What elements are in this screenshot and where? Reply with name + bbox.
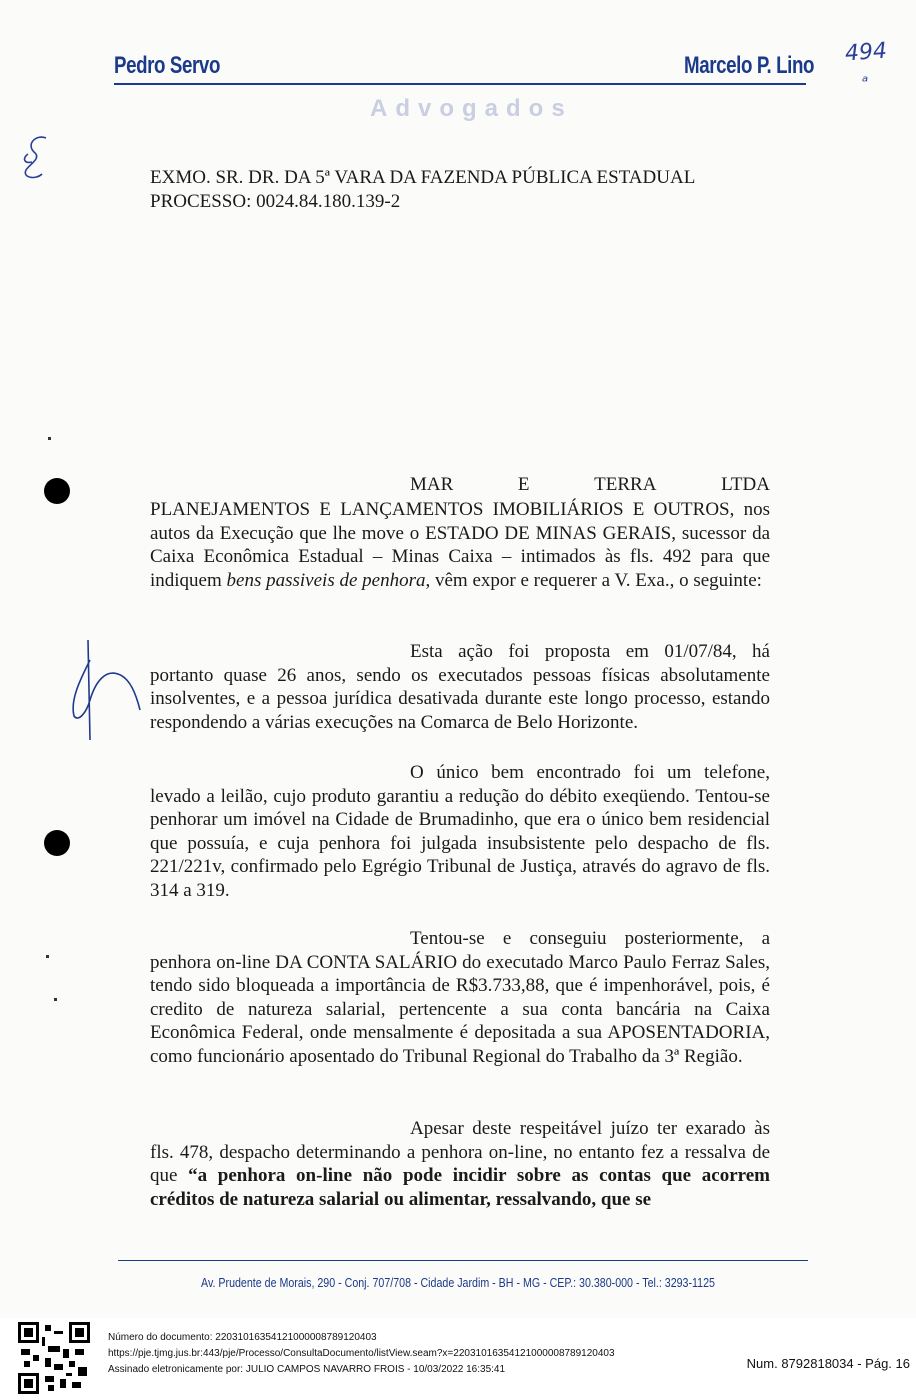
num-page: Num. 8792818034 - Pág. 16: [746, 1356, 910, 1371]
office-address: Av. Prudente de Morais, 290 - Conj. 707/708 - Cidade Jardim - BH - MG - CEP.: 30.380-000 - Tel.: 3293-1125: [201, 1275, 715, 1290]
paragraph-court-order: [150, 1117, 770, 1211]
scan-dot: [54, 998, 57, 1001]
company-word: E: [517, 474, 530, 495]
intro-text: PLANEJAMENTOS E LANÇAMENTOS IMOBILIÁRIOS E OUTROS, nos autos da Execução que lhe move o ESTADO DE MINAS GERAIS, sucessor da Caixa Econômica Estadual – Minas Caixa – intimados às fls. 492 para que indiquem: [150, 499, 770, 591]
paragraph-assets: O único bem encontrado foi um telefone, levado a leilão, cujo produto garantiu a redução do débito exeqüendo. Tentou-se penhorar um imóvel na Cidade de Brumadinho, que era o único bem residencial que possuía, e cuja penhora foi julgada insubsistente pelo despacho de fls. 221/221v, confirmado pelo Egrégio Tribunal de Justiça, através do agravo de fls. 314 a 319.: [150, 762, 770, 901]
court-order-text: Apesar deste respeitável juízo ter exarado às fls. 478, despacho determinando a penhora on-line, no entanto fez a ressalva de que: [150, 1118, 770, 1186]
footer-rule: [118, 1260, 808, 1261]
paragraph-online-seizure: Tentou-se e conseguiu posteriormente, a penhora on-line DA CONTA SALÁRIO do executado Marco Paulo Ferraz Sales, tendo sido bloqueada a importância de R$3.733,88, que é impenhorável, pois, é credito de natureza salarial, pertencente a sua conta bancária na Caixa Econômica Federal, onde mensalmente é depositada a sua APOSENTADORIA, como funcionário aposentado do Tribunal Regional do Trabalho da 3ª Região.: [150, 928, 770, 1067]
qr-code-icon: [18, 1322, 90, 1394]
company-word: LTDA: [721, 474, 770, 495]
intro-text-end: , vêm expor e requerer a V. Exa., o seguinte:: [425, 569, 762, 591]
handwritten-signature: [60, 630, 160, 750]
handwritten-initial-mark: [18, 130, 58, 190]
company-word: MAR: [410, 474, 454, 495]
letterhead-right-name: Marcelo P. Lino: [684, 52, 815, 79]
document-url[interactable]: https://pje.tjmg.jus.br:443/pje/Processo/ConsultaDocumento/listView.seam?x=22031016354121000008789120403: [108, 1348, 615, 1359]
paragraph-history: Esta ação foi proposta em 01/07/84, há portanto quase 26 anos, sendo os executados pessoas físicas absolutamente insolventes, e a pessoa jurídica desativada durante este longo processo, estando respondendo a várias execuções na Comarca de Belo Horizonte.: [150, 641, 770, 733]
signature-info: Assinado eletronicamente por: JULIO CAMPOS NAVARRO FROIS - 10/03/2022 16:35:41: [108, 1364, 506, 1375]
paragraph-introduction: [150, 498, 770, 592]
document-number: Número do documento: 22031016354121000008789120403: [108, 1332, 377, 1343]
court-order-bold-quote: “a penhora on-line não pode incidir sobre as contas que acorrem créditos de natureza salarial ou alimentar, ressalvando, que se: [150, 1165, 770, 1210]
letterhead-left-name: Pedro Servo: [114, 52, 220, 79]
company-name-first-line: [410, 474, 770, 496]
process-number: PROCESSO: 0024.84.180.139-2: [150, 191, 401, 212]
intro-italic-text: bens passiveis de penhora: [226, 569, 426, 591]
court-addressee: EXMO. SR. DR. DA 5ª VARA DA FAZENDA PÚBLICA ESTADUAL: [150, 167, 696, 188]
handwritten-page-number-sub: ᵃ: [862, 72, 869, 91]
scan-dot: [48, 437, 51, 440]
punch-hole-bottom: [44, 830, 70, 856]
company-word: TERRA: [594, 474, 657, 495]
punch-hole-top: [44, 478, 70, 504]
scan-dot: [46, 955, 49, 958]
letterhead-rule: [114, 83, 806, 85]
handwritten-page-number: 494: [844, 38, 888, 67]
letterhead-subtitle: Advogados: [370, 95, 573, 122]
